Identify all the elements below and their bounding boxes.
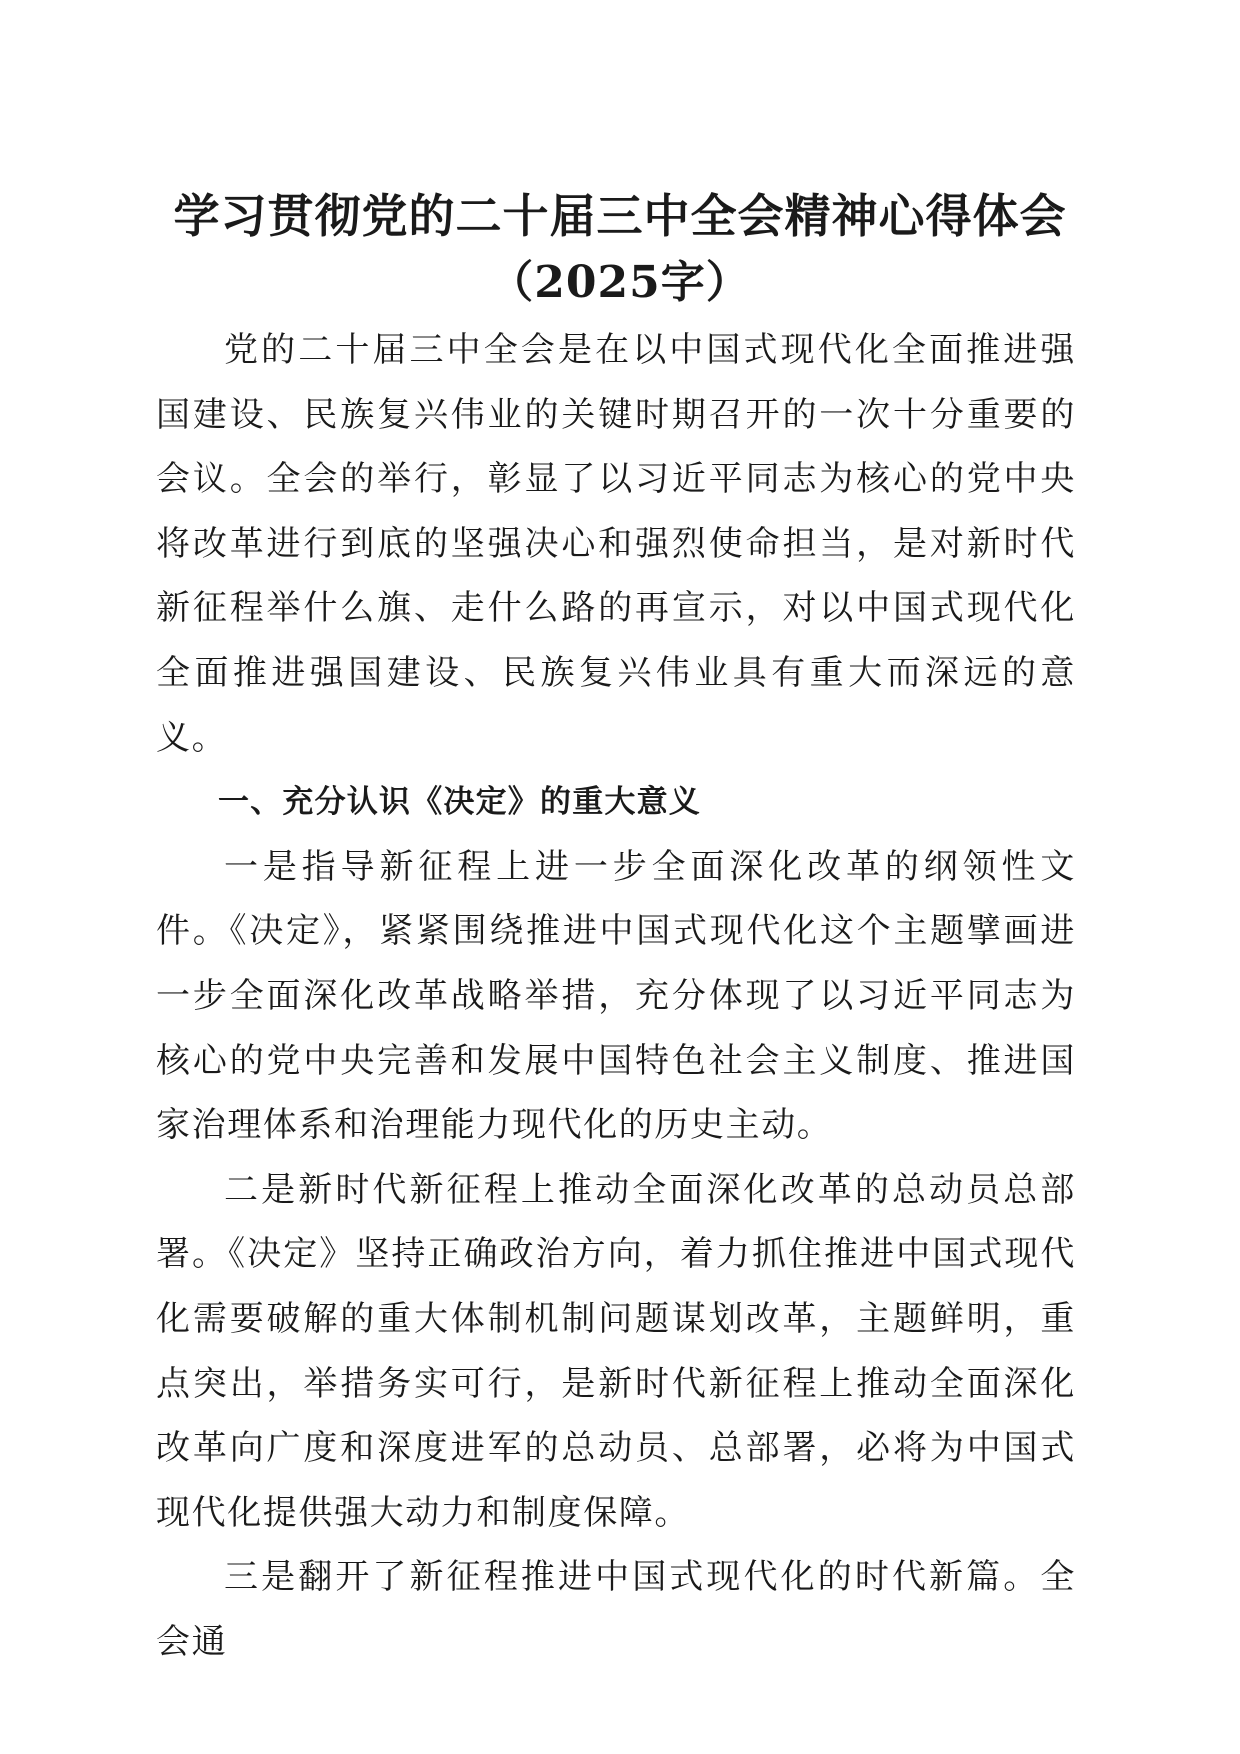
intro-paragraph: 党的二十届三中全会是在以中国式现代化全面推进强国建设、民族复兴伟业的关键时期召开的一次十分重要的会议。全会的举行，彰显了以习近平同志为核心的党中央将改革进行到底的坚强决心和强烈使命担当，是对新时代新征程举什么旗、走什么路的再宣示，对以中国式现代化全面推进强国建设、民族复兴伟业具有重大而深远的意义。: [156, 330, 1076, 758]
section-heading: 一、充分认识《决定》的重大意义: [218, 784, 701, 821]
document-body: [156, 318, 1076, 1674]
body-paragraph: 三是翻开了新征程推进中国式现代化的时代新篇。全会通: [156, 1557, 1076, 1662]
document-subtitle: （2025字）: [489, 257, 751, 308]
body-paragraph: 二是新时代新征程上推动全面深化改革的总动员总部署。《决定》坚持正确政治方向，着力抓住推进中国式现代化需要破解的重大体制机制问题谋划改革，主题鲜明，重点突出，举措务实可行，是新时代新征程上推动全面深化改革向广度和深度进军的总动员、总部署，必将为中国式现代化提供强大动力和制度保障。: [156, 1169, 1076, 1533]
document-title: 学习贯彻党的二十届三中全会精神心得体会: [173, 189, 1067, 243]
body-paragraph: 一是指导新征程上进一步全面深化改革的纲领性文件。《决定》，紧紧围绕推进中国式现代化这个主题擘画进一步全面深化改革战略举措，充分体现了以习近平同志为核心的党中央完善和发展中国特色社会主义制度、推进国家治理体系和治理能力现代化的历史主动。: [156, 846, 1076, 1146]
